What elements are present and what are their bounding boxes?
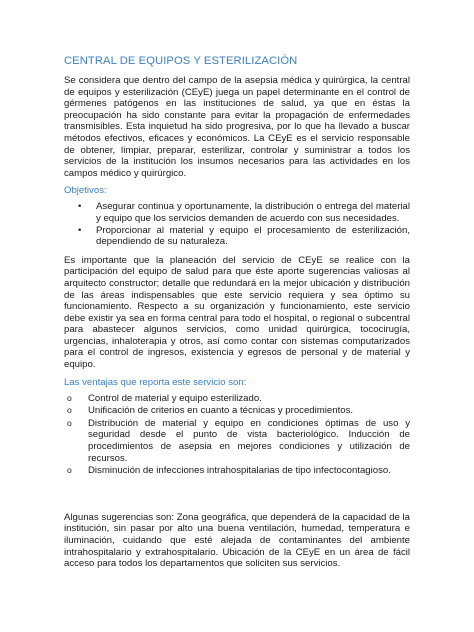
suggestions-paragraph: Algunas sugerencias son: Zona geográfica, que dependerá de la capacidad de la institución, sin pasar por alto una buena ventilación, humedad, temperatura e iluminación, cuidando que esté alejada de contaminantes del ambiente intrahospitalario y extrahospitalario. Ubicación de la CEyE en un área de fácil acceso para todos los departamentos que soliciten sus servicios.: [64, 511, 410, 570]
objective-text: Proporcionar al material y equipo el procesamiento de esterilización, dependiendo de su naturaleza.: [96, 224, 410, 248]
advantages-heading: Las ventajas que reporta este servicio son:: [64, 376, 247, 388]
advantage-text: Distribución de material y equipo en condiciones óptimas de uso y seguridad desde el punto de vista bacteriológico. Inducción de procedimientos de asepsia en mejores condiciones y utilización de recursos.: [88, 417, 410, 464]
list-item: [64, 405, 410, 417]
advantage-text: Unificación de criterios en cuanto a técnicas y procedimientos.: [88, 405, 354, 417]
circle-bullet-icon: o: [67, 417, 72, 428]
document-title: CENTRAL DE EQUIPOS Y ESTERILIZACIÓN: [64, 55, 298, 67]
advantage-text: Disminución de infecciones intrahospitalarias de tipo infectocontagioso.: [88, 465, 391, 477]
list-item: [64, 201, 410, 224]
document-page: [64, 54, 410, 576]
planning-paragraph: Es importante que la planeación del servicio de CEyE se realice con la participación del equipo de salud para que éste aporte sugerencias valiosas al arquitecto constructor; detalle que redundará en la mejor ubicación y distribución de las áreas indispensables que este servicio requiera y sea óptimo su funcionamiento. Respecto a su organización y funcionamiento, este servicio debe existir ya sea en forma central para todo el hospital, o regional o subcentral para abastecer algunos servicios, como unidad quirúrgica, tococirugía, urgencias, inhaloterapia y otros, así como contar con sistemas computarizados para el control de ingresos, existencia y egresos de personal y de material y equipo.: [64, 254, 410, 371]
circle-bullet-icon: o: [67, 465, 72, 476]
bullet-icon: •: [78, 201, 82, 213]
advantages-list: [64, 393, 410, 477]
advantage-text: Control de material y equipo esterilizado.: [88, 392, 262, 404]
objectives-list: [64, 201, 410, 247]
circle-bullet-icon: o: [67, 405, 72, 416]
objectives-heading: Objetivos:: [64, 185, 107, 197]
intro-paragraph: Se considera que dentro del campo de la asepsia médica y quirúrgica, la central de equipos y esterilización (CEyE) juega un papel determinante en el control de gérmenes patógenos en las instituciones de salud, ya que en éstas la preocupación ha sido constante para evitar la propagación de enfermedades transmisibles. Esta inquietud ha sido progresiva, por lo que ha llevado a buscar métodos efectivos, eficaces y económicos. La CEyE es el servicio responsable de obtener, limpiar, preparar, esterilizar, controlar y suministrar a todos los servicios de la institución los insumos necesarios para las actividades en los campos médico y quirúrgico.: [64, 75, 410, 179]
list-item: [64, 418, 410, 464]
section-spacer: [64, 484, 410, 512]
list-item: [64, 465, 410, 477]
list-item: [64, 393, 410, 405]
bullet-icon: •: [78, 224, 82, 236]
objective-text: Asegurar continua y oportunamente, la distribución o entrega del material y equipo que los servicios demanden de acuerdo con sus necesidades.: [96, 201, 410, 224]
list-item: [64, 225, 410, 248]
circle-bullet-icon: o: [67, 392, 72, 403]
